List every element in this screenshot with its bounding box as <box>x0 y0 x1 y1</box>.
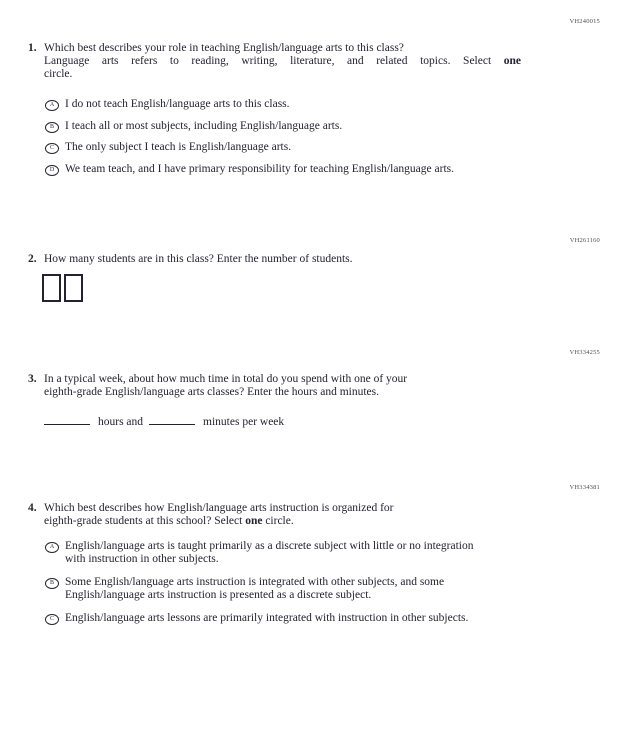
answer-bubble-b[interactable]: B <box>45 122 59 133</box>
option-label: Some English/language arts instruction is integrated with other subjects, and some English/language arts instruction is presented as a discrete subject. <box>65 576 445 601</box>
question-4-prompt-line-1: Which best describes how English/language arts instruction is organized for <box>44 502 394 514</box>
question-3-number: 3. <box>28 373 37 385</box>
question-4-prompt-line-2: eighth-grade students at this school? Select one circle. <box>44 515 294 527</box>
question-3-code: VH334255 <box>569 349 600 356</box>
question-4-number: 4. <box>28 502 37 514</box>
question-2 <box>28 253 524 302</box>
option-label: English/language arts lessons are primarily integrated with instruction in other subjects. <box>65 612 469 624</box>
question-2-prompt <box>44 253 524 266</box>
option-label: English/language arts is taught primarily as a discrete subject with little or no integration with instruction in other subjects. <box>65 540 474 565</box>
student-count-box-2[interactable] <box>64 274 83 302</box>
minutes-blank[interactable] <box>149 413 195 425</box>
question-4-option-a[interactable] <box>45 540 589 566</box>
question-4-options <box>45 540 589 625</box>
question-4-prompt <box>44 502 589 528</box>
question-1-option-a[interactable] <box>45 98 524 111</box>
question-1-option-b[interactable] <box>45 120 524 133</box>
student-count-box-1[interactable] <box>42 274 61 302</box>
answer-bubble-c[interactable]: C <box>45 143 59 154</box>
question-1-prompt-line-1: Which best describes your role in teaching English/language arts to this class? <box>44 42 404 54</box>
question-1 <box>28 42 524 184</box>
question-3-prompt <box>44 373 524 399</box>
option-label: We team teach, and I have primary responsibility for teaching English/language arts. <box>65 162 454 175</box>
answer-bubble-b[interactable]: B <box>45 578 59 589</box>
hours-label: hours and <box>98 416 144 428</box>
question-3 <box>28 373 524 429</box>
option-label: I teach all or most subjects, including English/language arts. <box>65 119 343 132</box>
question-2-code: VH261160 <box>569 237 600 244</box>
question-1-prompt <box>44 42 524 81</box>
question-1-option-d[interactable] <box>45 163 524 176</box>
option-label: I do not teach English/language arts to this class. <box>65 98 290 110</box>
question-4-option-c[interactable] <box>45 612 589 625</box>
answer-bubble-a[interactable]: A <box>45 100 59 111</box>
option-label: The only subject I teach is English/language arts. <box>65 141 292 153</box>
question-4-option-b[interactable] <box>45 576 589 602</box>
question-1-prompt-line-3: circle. <box>44 68 73 80</box>
question-4 <box>28 502 589 635</box>
minutes-label: minutes per week <box>203 416 285 428</box>
hours-blank[interactable] <box>44 413 90 425</box>
question-1-prompt-line-2: Language arts refers to reading, writing, literature, and related topics. Select one <box>44 55 521 67</box>
student-count-entry <box>42 274 524 302</box>
question-2-number: 2. <box>28 253 37 265</box>
question-2-prompt-line-1: How many students are in this class? Enter the number of students. <box>44 253 353 265</box>
question-3-prompt-line-2: eighth-grade English/language arts classes? Enter the hours and minutes. <box>44 386 379 398</box>
question-4-code: VH334381 <box>569 484 600 491</box>
question-1-options <box>45 98 524 176</box>
answer-bubble-a[interactable]: A <box>45 542 59 553</box>
question-1-option-c[interactable] <box>45 141 524 154</box>
question-3-prompt-line-1: In a typical week, about how much time in total do you spend with one of your <box>44 373 408 385</box>
answer-bubble-c[interactable]: C <box>45 614 59 625</box>
answer-bubble-d[interactable]: D <box>45 165 59 176</box>
question-1-number: 1. <box>28 42 37 54</box>
time-entry-line <box>44 413 524 429</box>
question-1-code: VH240015 <box>569 18 600 25</box>
